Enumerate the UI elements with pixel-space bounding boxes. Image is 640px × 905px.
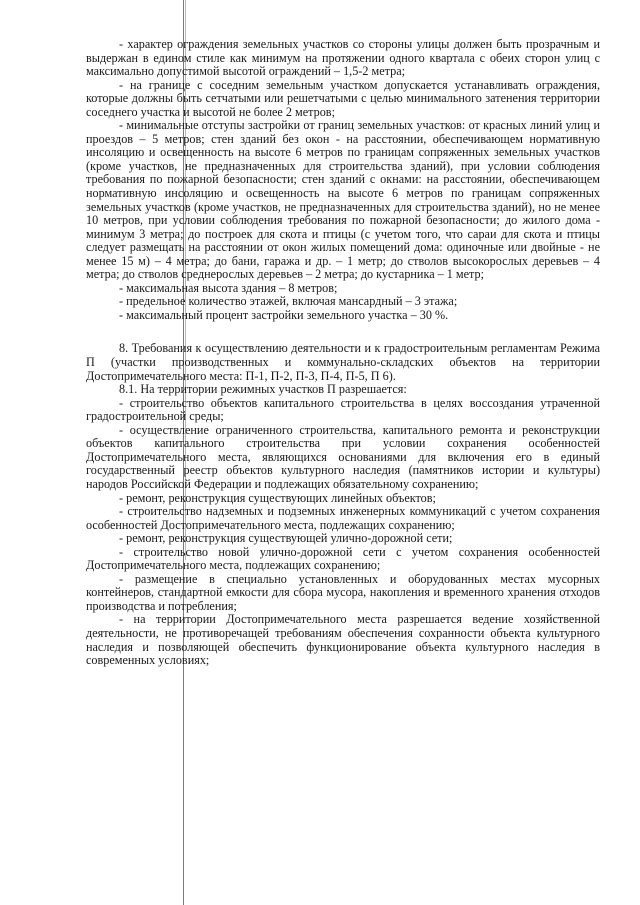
list-item: - ремонт, реконструкция существующих линейных объектов; [119, 490, 436, 505]
paragraph-max-height: - максимальная высота здания – 8 метров; [119, 280, 338, 295]
paragraph-fence-neighbor: - на границе с соседним земельным участком допускается устанавливать ограждения, которые должны быть сетчатыми или решетчатыми с целью минимального затенения территории соседнего участка и высотой не более 2 метров; [86, 77, 600, 119]
section-heading: 8. Требования к осуществлению деятельности и к градостроительным регламентам Режима П (участки производственных и коммунально-складских объектов на территории Достопримечательного места: П-1, П-2, П-3, П-4, П-5, П 6). [86, 341, 600, 383]
list-item: - строительство объектов капитального строительства в целях воссоздания утраченной градостроительной среды; [86, 395, 600, 424]
list-item: - осуществление ограниченного строительства, капитального ремонта и реконструкции объектов капитального строительства при условии сохранения особенностей Достопримечательного места, являющихся основаниями для включения его в единый государственный реестр объектов культурного наследия (памятников истории и культуры) народов Российской Федерации и подлежащих обязательному сохранению; [86, 422, 600, 491]
list-item: - строительство новой улично-дорожной сети с учетом сохранения особенностей Достопримечательного места, подлежащих сохранению; [86, 544, 600, 573]
list-item: - на территории Достопримечательного места разрешается ведение хозяйственной деятельности, не противоречащей требованиям обеспечения сохранности объекта культурного наследия и позволяющей обеспечить функционирование объекта культурного наследия в современных условиях; [86, 612, 600, 668]
document-body [86, 38, 600, 668]
paragraph-fence-street: - характер ограждения земельных участков со стороны улицы должен быть прозрачным и выдержан в едином стиле как минимум на протяжении одного квартала с обеих сторон улиц с максимально допустимой высотой ограждений – 1,5-2 метра; [86, 37, 600, 79]
paragraph-max-floors: - предельное количество этажей, включая мансардный – 3 этажа; [119, 294, 458, 309]
paragraph-max-coverage: - максимальный процент застройки земельного участка – 30 %. [119, 307, 449, 322]
paragraph-setbacks: - минимальные отступы застройки от границ земельных участков: от красных линий улиц и проездов – 5 метров; стен зданий без окон - на расстоянии, обеспечивающем нормативную инсоляцию и освещенность на высоте 6 метров по границам сопряженных земельных участков (кроме участков, не предназначенных для строительства зданий), при условии соблюдения требования по пожарной безопасности; стен зданий с окнами: на расстоянии, обеспечивающем нормативную инсоляцию и освещенность на высоте 6 метров по границам сопряженных земельных участков (кроме участков, не предназначенных для строительства зданий), но не менее 10 метров, при условии соблюдения требования по пожарной безопасности; до жилого дома - минимум 3 метра; до построек для скота и птицы (с учетом того, что сараи для скота и птицы следует размещать на расстоянии от окон жилых помещений дома: одиночные или двойные - не менее 15 м) – 4 метра; до бани, гаража и др. – 1 метр; до стволов высокорослых деревьев – 4 метра; до стволов среднерослых деревьев – 2 метра; до кустарника – 1 метр; [86, 118, 600, 282]
subsection-heading: 8.1. На территории режимных участков П разрешается: [119, 382, 407, 397]
list-item: - размещение в специально установленных и оборудованных местах мусорных контейнеров, стандартной емкости для сбора мусора, накопления и временного хранения отходов производства и потребления; [86, 571, 600, 613]
list-item: - ремонт, реконструкция существующей улично-дорожной сети; [119, 531, 453, 546]
list-item: - строительство надземных и подземных инженерных коммуникаций с учетом сохранения особенностей Достопримечательного места, подлежащих сохранению; [86, 504, 600, 532]
